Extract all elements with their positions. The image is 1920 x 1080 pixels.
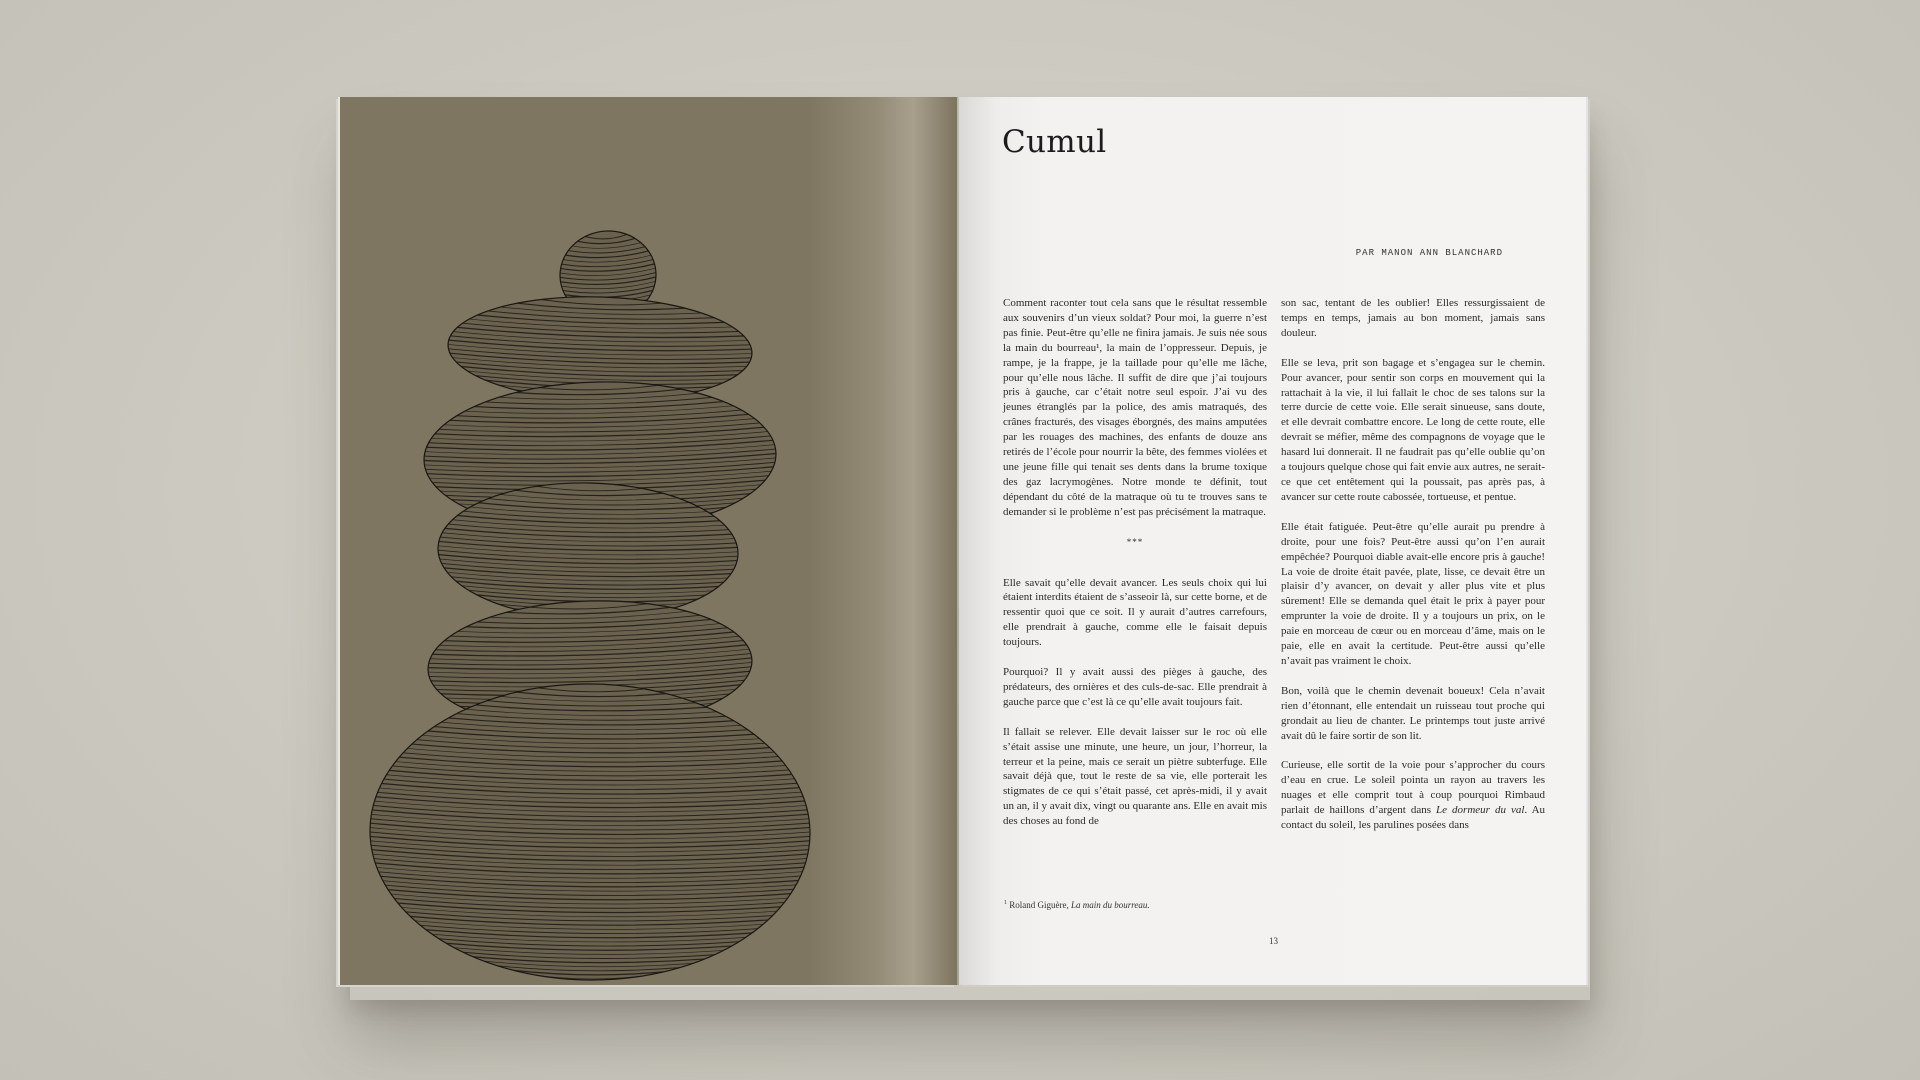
right-page [958, 97, 1586, 985]
paragraph: Il fallait se relever. Elle devait laisser sur le roc où elle s’était assise une minute, une heure, un jour, l’horreur, la terreur et la peine, mais ce serait un piètre subterfuge. Elle savait déjà que, tout le reste de sa vie, elle porterait les stigmates de ce qui s’était passé, cet après-midi, il y avait un an, il y avait dix, vingt ou quarante ans. Elle en avait mis des choses au fond de [1003, 725, 1267, 828]
stone-shape [369, 682, 812, 982]
article-title: Cumul [1002, 124, 1107, 160]
page-number: 13 [1269, 936, 1278, 946]
footnote-work: La main du bourreau. [1070, 900, 1150, 910]
paragraph: Comment raconter tout cela sans que le résultat ressemble aux souvenirs d’un vieux soldat? Pour moi, la guerre n’est pas finie. Peut-être qu’elle ne finira jamais. Je suis née sous la main du bourreau¹, la main de l’oppresseur. Depuis, je rampe, je la frappe, je la taillade pour qu’elle me lâche, pour qu’elle nous lâche. Il suffit de dire que j’ai toujours pris à gauche, car c’était notre seul espoir. J’ai vu des jeunes étranglés par la police, des amis matraqués, des crânes fracturés, des visages éborgnés, des mains amputées par les rouages des machines, des enfants de douze ans retirés de l’école pour nourrir la bête, des femmes violées et une jeune fille qui tenait ses dents dans la brume toxique des gaz lacrymogènes. Notre monde te définit, tout dépendant du côté de la matraque où tu te trouves sans te demander si le problème n’est pas précisément la matraque. [1003, 297, 1267, 518]
paragraph: Elle était fatiguée. Peut-être qu’elle aurait pu prendre à droite, pour une fois? Peut-être aussi qu’on l’en aurait empêchée? Pourquoi diable avait-elle encore pris à gauche! La voie de droite était pavée, plate, lisse, ce devait être un plaisir d’y avancer, on devait y aller plus vite et plus sûrement! Elle se demanda quel était le prix à payer pour emprunter la voie de droite. Il y a toujours un prix, on le paie en morceau de cœur ou en morceau d’âme, mais on le paie, elle en avait la certitude. Peut-être aussi qu’elle n’avait pas vraiment le choix. [1281, 520, 1545, 667]
paragraph: Pourquoi? Il y avait aussi des pièges à gauche, des prédateurs, des ornières et des culs-de-sac. Elle prendrait à gauche parce que c’est là ce qu’elle avait toujours fait. [1003, 666, 1267, 708]
article-byline: PAR MANON ANN BLANCHARD [1355, 248, 1503, 258]
footnote [1004, 900, 1150, 910]
paragraph-text: . Au contact du soleil, les parulines posées dans [1281, 804, 1546, 832]
paragraph: Bon, voilà que le chemin devenait boueux! Cela n’avait rien d’étonnant, elle entendait un ruisseau tout proche qui grondait au lieu de chanter. Le printemps tout juste arrivé avait dû le faire sortir de son lit. [1281, 684, 1545, 742]
text-column-right [1281, 296, 1545, 848]
paragraph: Elle savait qu’elle devait avancer. Les seuls choix qui lui étaient interdits étaient de s’asseoir là, sur cette borne, et de ressentir quoi que ce soit. Il y aurait d’autres carrefours, elle prendrait à gauche, comme elle le faisait depuis toujours. [1003, 576, 1267, 649]
italic-title: Le dormeur du val [1436, 804, 1525, 817]
gutter-shade [808, 97, 958, 985]
paragraph: son sac, tentant de les oublier! Elles ressurgissaient de temps en temps, jamais au bon moment, jamais sans douleur. [1281, 297, 1545, 339]
footnote-marker: 1 [1004, 900, 1007, 906]
section-separator: *** [1126, 536, 1144, 547]
footnote-author: Roland Giguère, [1009, 900, 1071, 910]
paragraph [1281, 758, 1545, 833]
text-column-left [1003, 296, 1267, 844]
left-page-illustration [340, 97, 958, 985]
paragraph-text: Curieuse, elle sortit de la voie pour s’approcher du cours d’eau en crue. Le soleil pointa un rayon au travers les nuages et elle comprit tout à coup pourquoi Rimbaud parlait de haillons d’argent dans [1281, 759, 1545, 817]
paragraph: Elle se leva, prit son bagage et s’engagea sur le chemin. Pour avancer, pour sentir son corps en mouvement qui la rattachait à la vie, il lui fallait le choc de ses talons sur la terre durcie de cette voie. Elle serait sinueuse, sans doute, et elle devrait combattre encore. Le long de cette route, elle devrait se méfier, même des compagnons de voyage que le hasard lui donnerait. Il ne faudrait pas qu’elle oublie qu’on a toujours quelque chose qui fait envie aux autres, ne serait-ce que cet entêtement qui la poussait, pas après pas, à avancer sur cette route cabossée, tortueuse, et pentue. [1281, 356, 1545, 503]
spine [957, 97, 959, 985]
